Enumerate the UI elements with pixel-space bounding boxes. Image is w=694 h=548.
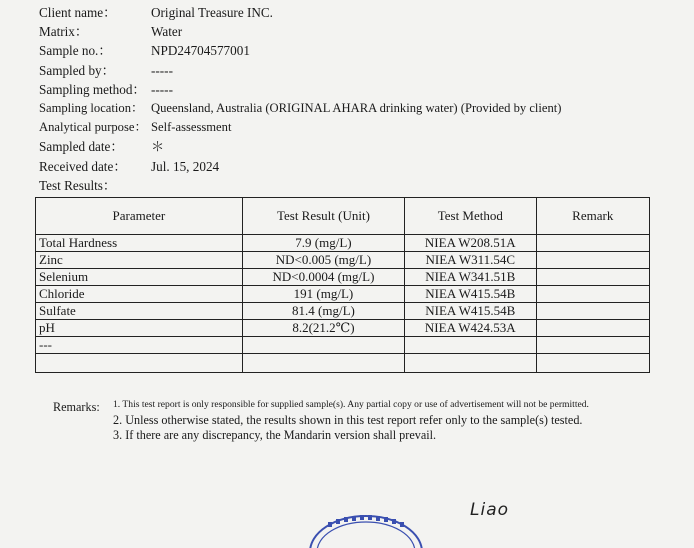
header-test-method: Test Method bbox=[405, 198, 536, 235]
remark-cell bbox=[536, 235, 649, 252]
table-row bbox=[36, 354, 650, 373]
method-cell: NIEA W424.53A bbox=[405, 320, 536, 337]
result-cell: 191 (mg/L) bbox=[242, 286, 404, 303]
result-cell: 8.2(21.2℃) bbox=[242, 320, 404, 337]
client-name-label: Client name： bbox=[39, 5, 117, 20]
sampling-location-label: Sampling location： bbox=[39, 100, 144, 115]
analytical-purpose-label: Analytical purpose： bbox=[39, 120, 148, 135]
sample-no-value: NPD24704577001 bbox=[151, 43, 250, 59]
sampling-method-label: Sampling method： bbox=[39, 81, 146, 97]
method-cell: NIEA W415.54B bbox=[405, 303, 536, 320]
parameter-cell: Sulfate bbox=[36, 303, 243, 320]
table-row bbox=[36, 320, 650, 337]
parameter-cell: Chloride bbox=[36, 286, 243, 303]
table-row bbox=[36, 252, 650, 269]
header-remark: Remark bbox=[536, 198, 649, 235]
sampled-date-value: ＊ bbox=[151, 139, 165, 155]
sampled-by-value: ----- bbox=[151, 62, 173, 78]
signature: Liao bbox=[470, 500, 510, 520]
remark-item: 1. This test report is only responsible for supplied sample(s). Any partial copy or use of advertisement will not be permitted. bbox=[113, 399, 589, 410]
analytical-purpose-value: Self-assessment bbox=[151, 120, 232, 135]
result-cell: ND<0.0004 (mg/L) bbox=[242, 269, 404, 286]
method-cell: NIEA W415.54B bbox=[405, 286, 536, 303]
parameter-cell: Total Hardness bbox=[36, 235, 243, 252]
sampled-by-label: Sampled by： bbox=[39, 62, 115, 78]
sampled-date-label: Sampled date： bbox=[39, 139, 124, 155]
remark-cell bbox=[536, 286, 649, 303]
result-cell bbox=[242, 354, 404, 373]
parameter-cell: Zinc bbox=[36, 252, 243, 269]
remark-cell bbox=[536, 269, 649, 286]
table-row bbox=[36, 337, 650, 354]
sampling-method-value: ----- bbox=[151, 81, 173, 97]
method-cell: NIEA W208.51A bbox=[405, 235, 536, 252]
header-test-result: Test Result (Unit) bbox=[242, 198, 404, 235]
remarks-title: Remarks: bbox=[53, 400, 100, 414]
header-parameter: Parameter bbox=[36, 198, 243, 235]
remark-item: 3. If there are any discrepancy, the Mandarin version shall prevail. bbox=[113, 428, 437, 442]
received-date-label: Received date： bbox=[39, 158, 127, 174]
remark-cell bbox=[536, 252, 649, 269]
result-cell: 7.9 (mg/L) bbox=[242, 235, 404, 252]
table-row bbox=[36, 303, 650, 320]
table-row bbox=[36, 286, 650, 303]
remark-cell bbox=[536, 354, 649, 373]
remark-cell bbox=[536, 320, 649, 337]
remark-item: 2. Unless otherwise stated, the results shown in this test report refer only to the sample(s) tested. bbox=[113, 413, 583, 427]
parameter-cell bbox=[36, 354, 243, 373]
remark-cell bbox=[536, 303, 649, 320]
received-date-value: Jul. 15, 2024 bbox=[151, 158, 220, 174]
result-cell: 81.4 (mg/L) bbox=[242, 303, 404, 320]
method-cell bbox=[405, 354, 536, 373]
sample-no-label: Sample no.： bbox=[39, 43, 112, 59]
test-results-label: Test Results： bbox=[39, 177, 117, 193]
method-cell: NIEA W341.51B bbox=[405, 269, 536, 286]
client-name-value: Original Treasure INC. bbox=[151, 5, 273, 20]
table-header-row bbox=[36, 198, 650, 235]
method-cell bbox=[405, 337, 536, 354]
matrix-label: Matrix： bbox=[39, 24, 89, 40]
table-row bbox=[36, 235, 650, 252]
sampling-location-value: Queensland, Australia (ORIGINAL AHARA drinking water) (Provided by client) bbox=[151, 100, 562, 115]
test-results-table bbox=[35, 197, 650, 373]
table-row bbox=[36, 269, 650, 286]
parameter-cell: pH bbox=[36, 320, 243, 337]
company-seal-icon bbox=[306, 508, 426, 548]
remark-cell bbox=[536, 337, 649, 354]
parameter-cell: --- bbox=[36, 337, 243, 354]
method-cell: NIEA W311.54C bbox=[405, 252, 536, 269]
result-cell bbox=[242, 337, 404, 354]
matrix-value: Water bbox=[151, 24, 183, 40]
result-cell: ND<0.005 (mg/L) bbox=[242, 252, 404, 269]
parameter-cell: Selenium bbox=[36, 269, 243, 286]
